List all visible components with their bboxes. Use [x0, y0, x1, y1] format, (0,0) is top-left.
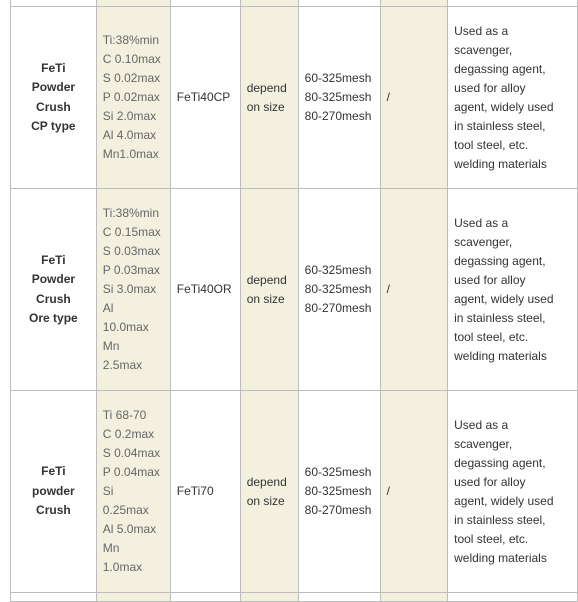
grade-cell: FeTi40CP: [170, 7, 240, 189]
table-row: [11, 189, 578, 391]
blank-cell: /: [380, 189, 448, 391]
composition-cell: Ti:38%min C 0.15max S 0.03max P 0.03max Si 3.0max Al 10.0max Mn 2.5max: [96, 189, 170, 391]
size-note-cell: depend on size: [240, 189, 298, 391]
usage-cell: Used as a scavenger, degassing agent, used for alloy agent, widely used in stainless steel, tool steel, etc. welding materials: [448, 189, 578, 391]
grade-cell: FeTi70: [170, 391, 240, 593]
mesh-cell: 60-325mesh 80-325mesh 80-270mesh: [298, 7, 380, 189]
product-name-cell: FeTi powder Crush: [11, 391, 97, 593]
composition-cell: Ti 68-70 C 0.2max S 0.04max P 0.04max Si 0.25max Al 5.0max Mn 1.0max: [96, 391, 170, 593]
spec-table-container: [10, 0, 578, 602]
blank-cell: /: [380, 7, 448, 189]
usage-cell: Used as a scavenger, degassing agent, used for alloy agent, widely used in stainless steel, tool steel, etc. welding materials: [448, 391, 578, 593]
feti-spec-table: [10, 0, 578, 602]
product-name-cell: FeTi Powder Crush CP type: [11, 7, 97, 189]
mesh-cell: 60-325mesh 80-325mesh 80-270mesh: [298, 391, 380, 593]
table-row: [11, 7, 578, 189]
grade-cell: FeTi40OR: [170, 189, 240, 391]
mesh-cell: 60-325mesh 80-325mesh 80-270mesh: [298, 189, 380, 391]
composition-cell: Ti:38%min C 0.10max S 0.02max P 0.02max Si 2.0max Al 4.0max Mn1.0max: [96, 7, 170, 189]
bottom-row-stub: [11, 593, 578, 602]
table-row: [11, 391, 578, 593]
size-note-cell: depend on size: [240, 391, 298, 593]
size-note-cell: depend on size: [240, 7, 298, 189]
product-name-cell: FeTi Powder Crush Ore type: [11, 189, 97, 391]
blank-cell: /: [380, 391, 448, 593]
usage-cell: Used as a scavenger, degassing agent, used for alloy agent, widely used in stainless steel, tool steel, etc. welding materials: [448, 7, 578, 189]
